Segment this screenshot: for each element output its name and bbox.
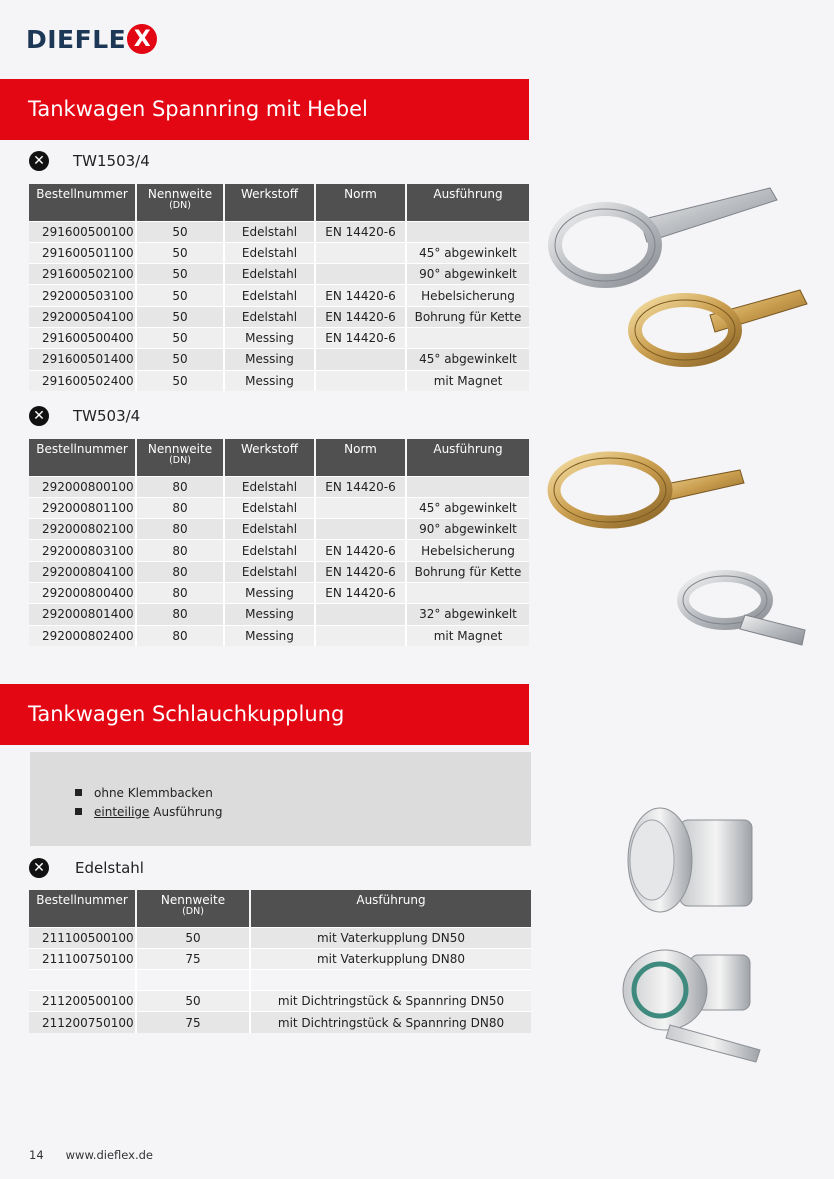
x-circle-icon: ✕ — [29, 858, 49, 878]
table-row: 291600500400 50 Messing EN 14420-6 — [29, 327, 529, 348]
table-row: 211200500100 50 mit Dichtringstück & Spannring DN50 — [29, 991, 531, 1012]
x-circle-icon: ✕ — [29, 151, 49, 171]
table-row: 292000800100 80 Edelstahl EN 14420-6 — [29, 476, 529, 497]
group-heading-edelstahl — [29, 858, 144, 878]
bullet-square-icon — [75, 789, 82, 796]
table-row: 211200750100 75 mit Dichtringstück & Spannring DN80 — [29, 1012, 531, 1033]
product-image-brass-lever-ring — [540, 445, 810, 670]
col-header: Ausführung — [406, 184, 529, 221]
col-header: Werkstoff — [224, 184, 315, 221]
table-row: 292000504100 50 Edelstahl EN 14420-6 Bohrung für Kette — [29, 306, 529, 327]
page-footer — [29, 1148, 153, 1162]
col-header: Bestellnummer — [29, 184, 136, 221]
col-header: Norm — [315, 184, 406, 221]
page-number: 14 — [29, 1148, 44, 1162]
col-header: Nennweite (DN) — [136, 184, 224, 221]
product-table-tw503 — [29, 439, 529, 646]
logo-text: DIEFLE — [26, 24, 127, 54]
dieflex-logo — [26, 24, 157, 54]
col-header: Norm — [315, 439, 406, 476]
group-label: TW503/4 — [73, 407, 141, 425]
table-row: 292000802100 80 Edelstahl 90° abgewinkelt — [29, 519, 529, 540]
table-row: 292000804100 80 Edelstahl EN 14420-6 Bohrung für Kette — [29, 561, 529, 582]
feature-item: ohne Klemmbacken — [75, 783, 531, 802]
section-title-spannring: Tankwagen Spannring mit Hebel — [0, 79, 529, 140]
bullet-square-icon — [75, 808, 82, 815]
group-heading-tw503 — [29, 406, 140, 426]
col-header: Nennweite (DN) — [136, 890, 250, 927]
table-row: 292000800400 80 Messing EN 14420-6 — [29, 582, 529, 603]
col-header: Bestellnummer — [29, 890, 136, 927]
section-title-schlauchkupplung: Tankwagen Schlauchkupplung — [0, 684, 529, 745]
product-image-hose-coupling — [610, 800, 770, 1080]
group-heading-tw1503 — [29, 151, 150, 171]
logo-x-mark: X — [127, 24, 157, 54]
feature-box — [30, 752, 531, 846]
table-row: 292000801400 80 Messing 32° abgewinkelt — [29, 604, 529, 625]
table-row: 292000802400 80 Messing mit Magnet — [29, 625, 529, 646]
product-image-steel-lever-ring — [545, 180, 815, 385]
col-header: Werkstoff — [224, 439, 315, 476]
website-url: www.dieflex.de — [65, 1148, 153, 1162]
table-row: 292000503100 50 Edelstahl EN 14420-6 Hebelsicherung — [29, 285, 529, 306]
table-spacer-row — [29, 970, 531, 991]
col-header: Ausführung — [406, 439, 529, 476]
table-row: 291600502100 50 Edelstahl 90° abgewinkelt — [29, 264, 529, 285]
col-header: Ausführung — [250, 890, 531, 927]
group-label: TW1503/4 — [73, 152, 150, 170]
table-row: 292000801100 80 Edelstahl 45° abgewinkelt — [29, 497, 529, 518]
group-label: Edelstahl — [75, 859, 144, 877]
x-circle-icon: ✕ — [29, 406, 49, 426]
feature-item: einteilige Ausführung — [75, 802, 531, 821]
table-row: 211100500100 50 mit Vaterkupplung DN50 — [29, 927, 531, 948]
col-header: Bestellnummer — [29, 439, 136, 476]
table-row: 292000803100 80 Edelstahl EN 14420-6 Hebelsicherung — [29, 540, 529, 561]
table-row: 291600501100 50 Edelstahl 45° abgewinkelt — [29, 242, 529, 263]
col-header: Nennweite (DN) — [136, 439, 224, 476]
table-row: 291600501400 50 Messing 45° abgewinkelt — [29, 349, 529, 370]
table-row: 291600502400 50 Messing mit Magnet — [29, 370, 529, 391]
product-table-tw1503 — [29, 184, 529, 391]
table-row: 211100750100 75 mit Vaterkupplung DN80 — [29, 948, 531, 969]
product-table-edelstahl — [29, 890, 531, 1033]
table-row: 291600500100 50 Edelstahl EN 14420-6 — [29, 221, 529, 242]
